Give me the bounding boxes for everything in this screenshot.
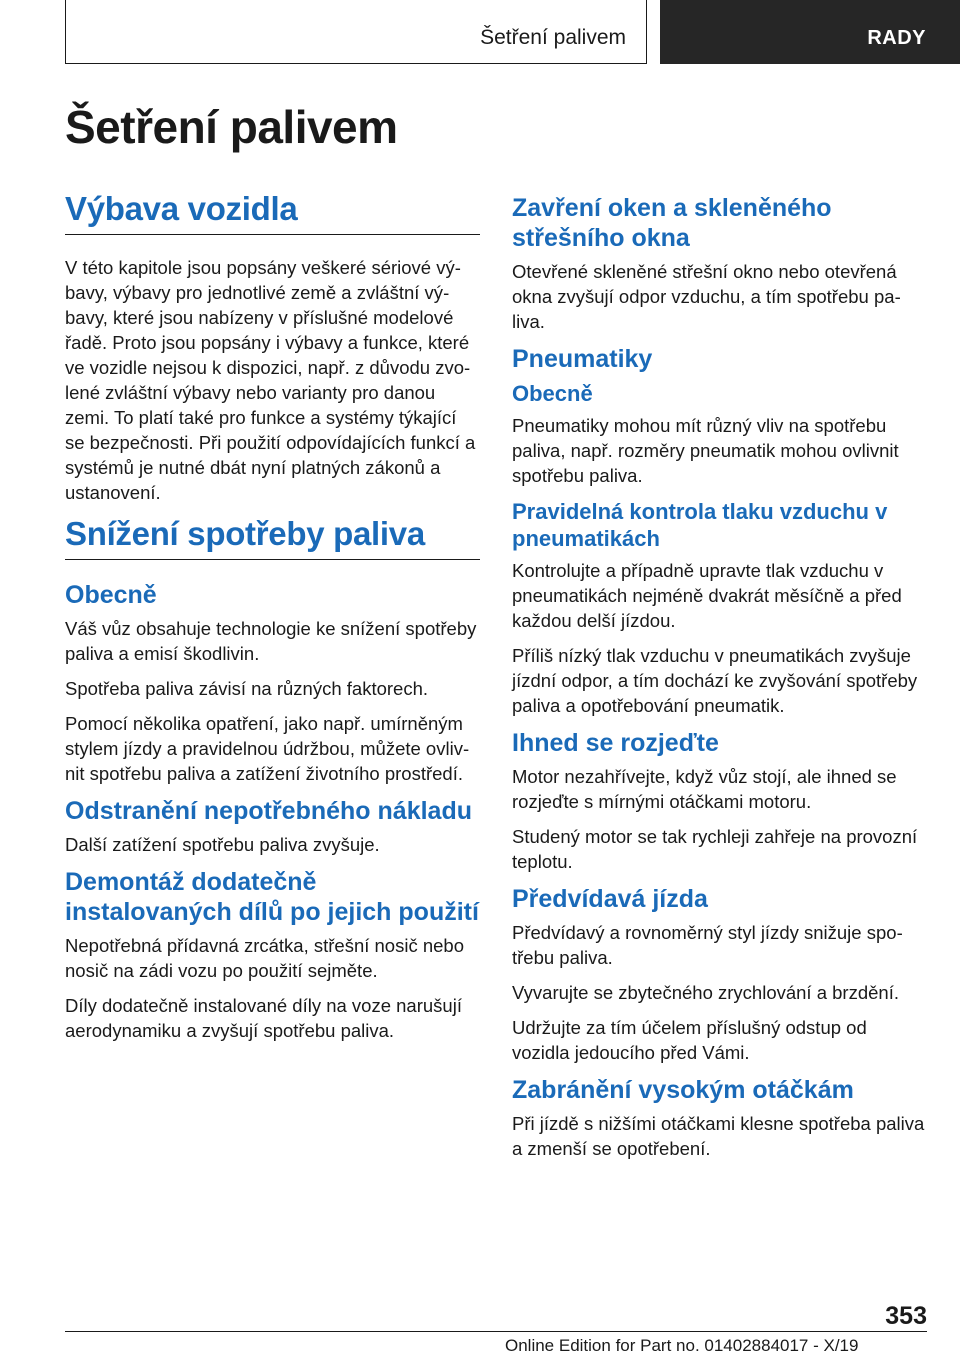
paragraph-tlak-2: Příliš nízký tlak vzduchu v pneumatikách zvyšuje jízdní odpor, a tím dochází ke zvyšování spotřeby paliva a opotřebování pneumatik. [512,645,918,716]
heading-demontaz: Demontáž dodatečně instalovaných dílů po jejich použití [65,868,479,926]
header-chapter-label: RADY [867,27,926,49]
footer-edition-text: Online Edition for Part no. 01402884017 - X/19 [505,1336,859,1355]
heading-vysoke-otacky: Zabránění vysokým otáčkám [512,1076,854,1104]
paragraph-obecne-2: Spotřeba paliva závisí na různých faktorech. [65,678,428,699]
paragraph-pneu-obecne-1: Pneumatiky mohou mít různý vliv na spotřebu paliva, např. rozměry pneumatik mohou ovlivnit spotřebu paliva. [512,415,899,486]
heading-vybava-vozidla: Výbava vozidla [65,190,480,235]
paragraph-obecne-3: Pomocí několika opatření, jako např. umírněným stylem jízdy a pravidelnou údržbou, můžete ovlivnit spotřebu paliva a zatížení životního prostředí. [65,713,470,784]
paragraph-predvidava-2: Vyvarujte se zbytečného zrychlování a brzdění. [512,982,899,1003]
heading-predvidava-jizda: Předvídavá jízda [512,885,708,913]
right-column [512,193,926,1171]
paragraph-predvidava-1: Předvídavý a rovnoměrný styl jízdy snižuje spotřebu paliva. [512,922,903,968]
footer-divider [65,1331,927,1332]
heading-snizeni-spotreby: Snížení spotřeby paliva [65,515,480,560]
paragraph-rozjedte-2: Studený motor se tak rychleji zahřeje na provozní teplotu. [512,826,918,872]
paragraph-naklad-1: Další zatížení spotřebu paliva zvyšuje. [65,834,380,855]
paragraph-rozjedte-1: Motor nezahřívejte, když vůz stojí, ale ihned se rozjeďte s mírnými otáčkami motoru. [512,766,897,812]
heading-zavreni-oken: Zavření oken a skleněného střešního okna [512,194,832,252]
paragraph-predvidava-3: Udržujte za tím účelem příslušný odstup od vozidla jedoucího před Vámi. [512,1017,867,1063]
paragraph-tlak-1: Kontrolujte a případně upravte tlak vzduchu v pneumatikách nejméně dvakrát měsíčně a před každou delší jízdou. [512,560,902,631]
page-number: 353 [885,1302,927,1330]
header-chapter-tab [660,0,960,64]
heading-kontrola-tlaku: Pravidelná kontrola tlaku vzduchu v pneumatikách [512,499,888,551]
heading-pneumatiky: Pneumatiky [512,345,653,373]
heading-odstraneni-nakladu: Odstranění nepotřebného nákladu [65,797,472,825]
paragraph-demontaz-2: Díly dodatečně instalované díly na voze narušují aerodynamiku a zvyšují spotřebu paliva. [65,995,462,1041]
paragraph-obecne-1: Váš vůz obsahuje technologie ke snížení spotřeby paliva a emisí škodlivin. [65,618,477,664]
paragraph-demontaz-1: Nepotřebná přídavná zrcátka, střešní nosič nebo nosič na zádi vozu po použití sejměte. [65,935,465,981]
heading-obecne: Obecně [65,581,157,609]
paragraph-otacky-1: Při jízdě s nižšími otáčkami klesne spotřeba paliva a zmenší se opotřebení. [512,1113,925,1159]
header-section-title: Šetření palivem [480,26,626,49]
left-column [65,190,480,1053]
paragraph-vybava: V této kapitole jsou popsány veškeré sériové výbavy, výbavy pro jednotlivé země a zvláštní výbavy, které jsou nabízeny v příslušné modelové řadě. Proto jsou popsány i výbavy a funkce, které ve vozidle nejsou k dispozici, např. z důvodu zvolené zvláštní výbavy nebo varianty pro danou zemi. To platí také pro funkce a systémy týkající se bezpečnosti. Při použití odpovídajících funkcí a systémů je nutné dbát nyní platných zákonů a ustanovení. [65,257,476,503]
paragraph-okna-1: Otevřené skleněné střešní okno nebo otevřená okna zvyšují odpor vzduchu, a tím spotřebu paliva. [512,261,901,332]
heading-ihned-se-rozjedte: Ihned se rozjeďte [512,729,719,757]
heading-pneumatiky-obecne: Obecně [512,381,593,406]
page-title: Šetření palivem [65,101,398,153]
